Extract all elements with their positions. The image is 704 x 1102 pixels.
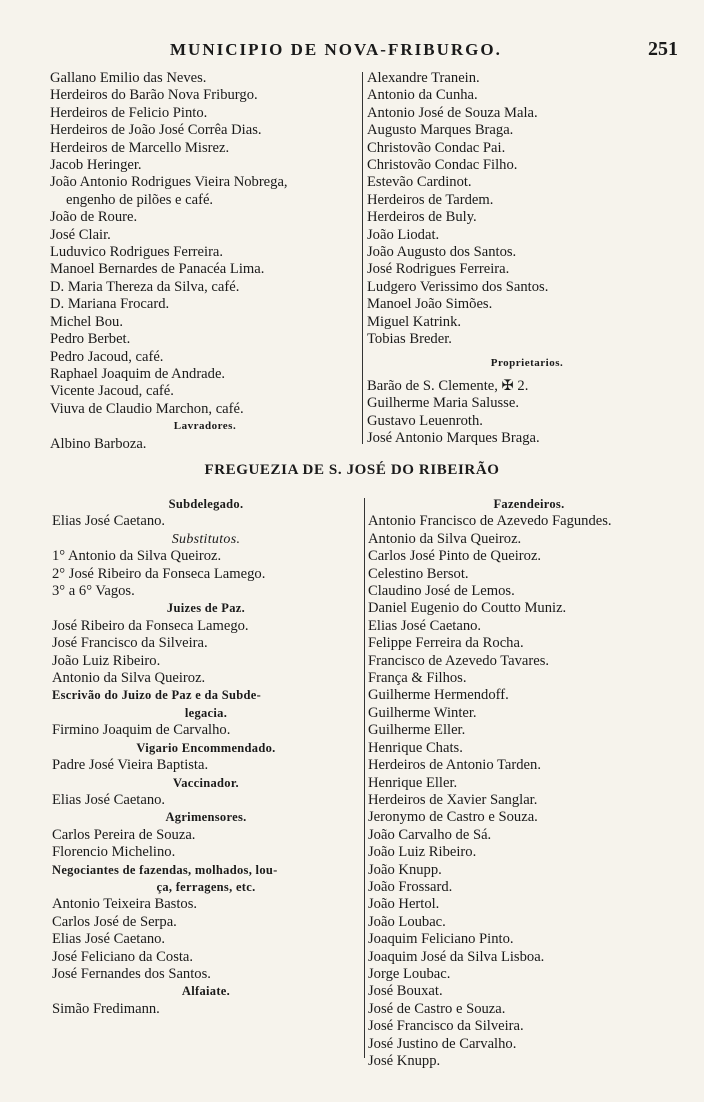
list-item: Gustavo Leuenroth.	[367, 412, 483, 429]
list-item: Antonio da Silva Queiroz.	[52, 670, 206, 687]
list-item: Luduvico Rodrigues Ferreira.	[50, 244, 224, 261]
section-heading-lavradores: Lavradores.	[173, 420, 237, 433]
list-item: França & Filhos.	[368, 670, 467, 687]
list-item: Antonio da Cunha.	[367, 87, 478, 104]
section-heading-substitutos: Substitutos.	[171, 531, 241, 547]
list-item: João Hertol.	[368, 896, 440, 913]
list-item: Alexandre Tranein.	[367, 70, 480, 86]
list-item: Antonio José de Souza Mala.	[367, 104, 538, 121]
section-heading-alfaiate: Alfaiate.	[181, 984, 231, 999]
list-item: Antonio Teixeira Bastos.	[52, 896, 198, 913]
list-item: Herdeiros de Marcello Misrez.	[50, 139, 230, 156]
list-item: Elias José Caetano.	[52, 791, 166, 808]
list-item: Guilherme Winter.	[368, 704, 477, 721]
list-item: Guilherme Maria Salusse.	[367, 395, 519, 412]
list-item: Firmino Joaquim de Carvalho.	[52, 722, 231, 739]
list-item: Padre José Vieira Baptista.	[52, 757, 209, 774]
list-item: Michel Bou.	[50, 313, 123, 330]
section-heading-proprietarios: Proprietarios.	[490, 356, 564, 369]
list-item: José Rodrigues Ferreira.	[367, 261, 510, 278]
section-heading-negociantes: Negociantes de fazendas, molhados, lou-	[52, 862, 278, 877]
list-item: Elias José Caetano.	[368, 617, 482, 634]
list-item: José Fernandes dos Santos.	[52, 965, 211, 982]
list-item: Joaquim Feliciano Pinto.	[368, 931, 514, 948]
list-item: José Francisco da Silveira.	[368, 1018, 524, 1035]
list-item: Christovão Condac Pai.	[367, 139, 506, 156]
list-item: D. Mariana Frocard.	[50, 296, 170, 313]
list-item: Albino Barboza.	[50, 435, 147, 452]
bottom-left-column	[52, 496, 360, 1018]
list-item: Guilherme Eller.	[368, 722, 466, 739]
list-item: Christovão Condac Filho.	[367, 157, 518, 174]
list-item: João Frossard.	[368, 878, 453, 895]
list-item: José Ribeiro da Fonseca Lamego.	[52, 617, 249, 634]
list-item: Vicente Jacoud, café.	[50, 383, 174, 400]
list-item: 3° a 6° Vagos.	[52, 583, 135, 600]
list-item: Antonio Francisco de Azevedo Fagundes.	[368, 513, 612, 530]
list-item: Carlos José Pinto de Queiroz.	[368, 548, 542, 565]
list-item: José Francisco da Silveira.	[52, 635, 208, 652]
list-item: Herdeiros de Felicio Pinto.	[50, 104, 208, 121]
list-item: Daniel Eugenio do Coutto Muniz.	[368, 600, 567, 617]
list-item: Barão de S. Clemente, ✠ 2.	[367, 377, 529, 394]
list-item: D. Maria Thereza da Silva, café.	[50, 278, 240, 295]
list-item: João Augusto dos Santos.	[367, 244, 517, 261]
list-item: Herdeiros do Barão Nova Friburgo.	[50, 87, 258, 104]
list-item: Herdeiros de Antonio Tarden.	[368, 757, 541, 774]
column-divider-top	[362, 72, 363, 444]
list-item: Henrique Chats.	[368, 739, 463, 756]
list-item-continuation: engenho de pilões e café.	[66, 191, 214, 208]
list-item: José Feliciano da Costa.	[52, 948, 194, 965]
list-item: João de Roure.	[50, 209, 138, 226]
list-item: 1° Antonio da Silva Queiroz.	[52, 548, 222, 565]
list-item: Elias José Caetano.	[52, 931, 166, 948]
list-item: Estevão Cardinot.	[367, 174, 472, 191]
list-item: Viuva de Claudio Marchon, café.	[50, 400, 244, 417]
list-item: Celestino Bersot.	[368, 565, 469, 582]
list-item: Elias José Caetano.	[52, 513, 166, 530]
section-heading-fazendeiros: Fazendeiros.	[493, 497, 565, 511]
list-item: José Clair.	[50, 226, 111, 243]
list-item: José Antonio Marques Braga.	[367, 430, 540, 447]
list-item: Jorge Loubac.	[368, 965, 451, 982]
list-item: João Luiz Ribeiro.	[368, 844, 477, 861]
list-item: Carlos José de Serpa.	[52, 913, 177, 930]
list-item: Antonio da Silva Queiroz.	[368, 530, 522, 547]
list-item: Augusto Marques Braga.	[367, 122, 514, 139]
list-item: João Liodat.	[367, 226, 440, 243]
list-item: João Carvalho de Sá.	[368, 826, 492, 843]
list-item: Pedro Berbet.	[50, 331, 131, 348]
top-right-column	[367, 70, 687, 448]
list-item: Miguel Katrink.	[367, 313, 462, 330]
bottom-right-column	[368, 496, 690, 1070]
list-item: Guilherme Hermendoff.	[368, 687, 509, 704]
list-item: José de Castro e Souza.	[368, 1000, 506, 1017]
section-heading-escrivao-cont: legacia.	[184, 705, 228, 720]
list-item: José Knupp.	[368, 1053, 441, 1069]
list-item: Henrique Eller.	[368, 774, 458, 791]
top-left-column	[50, 70, 360, 453]
page-number: 251	[648, 38, 678, 60]
list-item: Joaquim José da Silva Lisboa.	[368, 948, 545, 965]
list-item: João Antonio Rodrigues Vieira Nobrega,	[50, 174, 288, 191]
list-item: Herdeiros de Xavier Sanglar.	[368, 791, 538, 808]
section-heading-subdelegado: Subdelegado.	[168, 497, 244, 511]
section-heading-vaccinador: Vaccinador.	[173, 775, 239, 790]
list-item: Jacob Heringer.	[50, 157, 142, 174]
list-item: Florencio Michelino.	[52, 844, 176, 861]
list-item: Felippe Ferreira da Rocha.	[368, 635, 524, 652]
list-item: José Justino de Carvalho.	[368, 1035, 517, 1052]
running-title: MUNICIPIO DE NOVA-FRIBURGO.	[170, 40, 502, 59]
list-item: Pedro Jacoud, café.	[50, 348, 164, 365]
list-item: Manoel João Simões.	[367, 296, 493, 313]
list-item: Herdeiros de Buly.	[367, 209, 477, 226]
list-item: 2° José Ribeiro da Fonseca Lamego.	[52, 565, 266, 582]
list-item: Claudino José de Lemos.	[368, 583, 515, 600]
list-item: Herdeiros de João José Corrêa Dias.	[50, 122, 262, 139]
page-header	[0, 40, 704, 66]
section-heading-vigario: Vigario Encommendado.	[136, 740, 276, 755]
section-heading-escrivao: Escrivão do Juizo de Paz e da Subde-	[52, 688, 262, 703]
list-item: Ludgero Verissimo dos Santos.	[367, 278, 549, 295]
list-item: Gallano Emilio das Neves.	[50, 70, 207, 86]
section-heading-agrimensores: Agrimensores.	[165, 810, 247, 825]
column-divider-bottom	[364, 498, 365, 1058]
list-item: Tobias Breder.	[367, 331, 452, 348]
list-item: João Knupp.	[368, 861, 442, 878]
list-item: Herdeiros de Tardem.	[367, 191, 494, 208]
list-item: José Bouxat.	[368, 983, 443, 1000]
list-item: Raphael Joaquim de Andrade.	[50, 365, 226, 382]
list-item: Simão Fredimann.	[52, 1000, 160, 1017]
parish-heading: FREGUEZIA DE S. JOSÉ DO RIBEIRÃO	[204, 462, 500, 478]
list-item: Francisco de Azevedo Tavares.	[368, 652, 550, 669]
list-item: João Luiz Ribeiro.	[52, 652, 161, 669]
list-item: Jeronymo de Castro e Souza.	[368, 809, 538, 826]
list-item: João Loubac.	[368, 913, 446, 930]
section-heading-negociantes-cont: ça, ferragens, etc.	[156, 879, 256, 894]
list-item: Carlos Pereira de Souza.	[52, 826, 196, 843]
list-item: Manoel Bernardes de Panacéa Lima.	[50, 261, 265, 278]
section-heading-juizes: Juizes de Paz.	[166, 601, 246, 616]
